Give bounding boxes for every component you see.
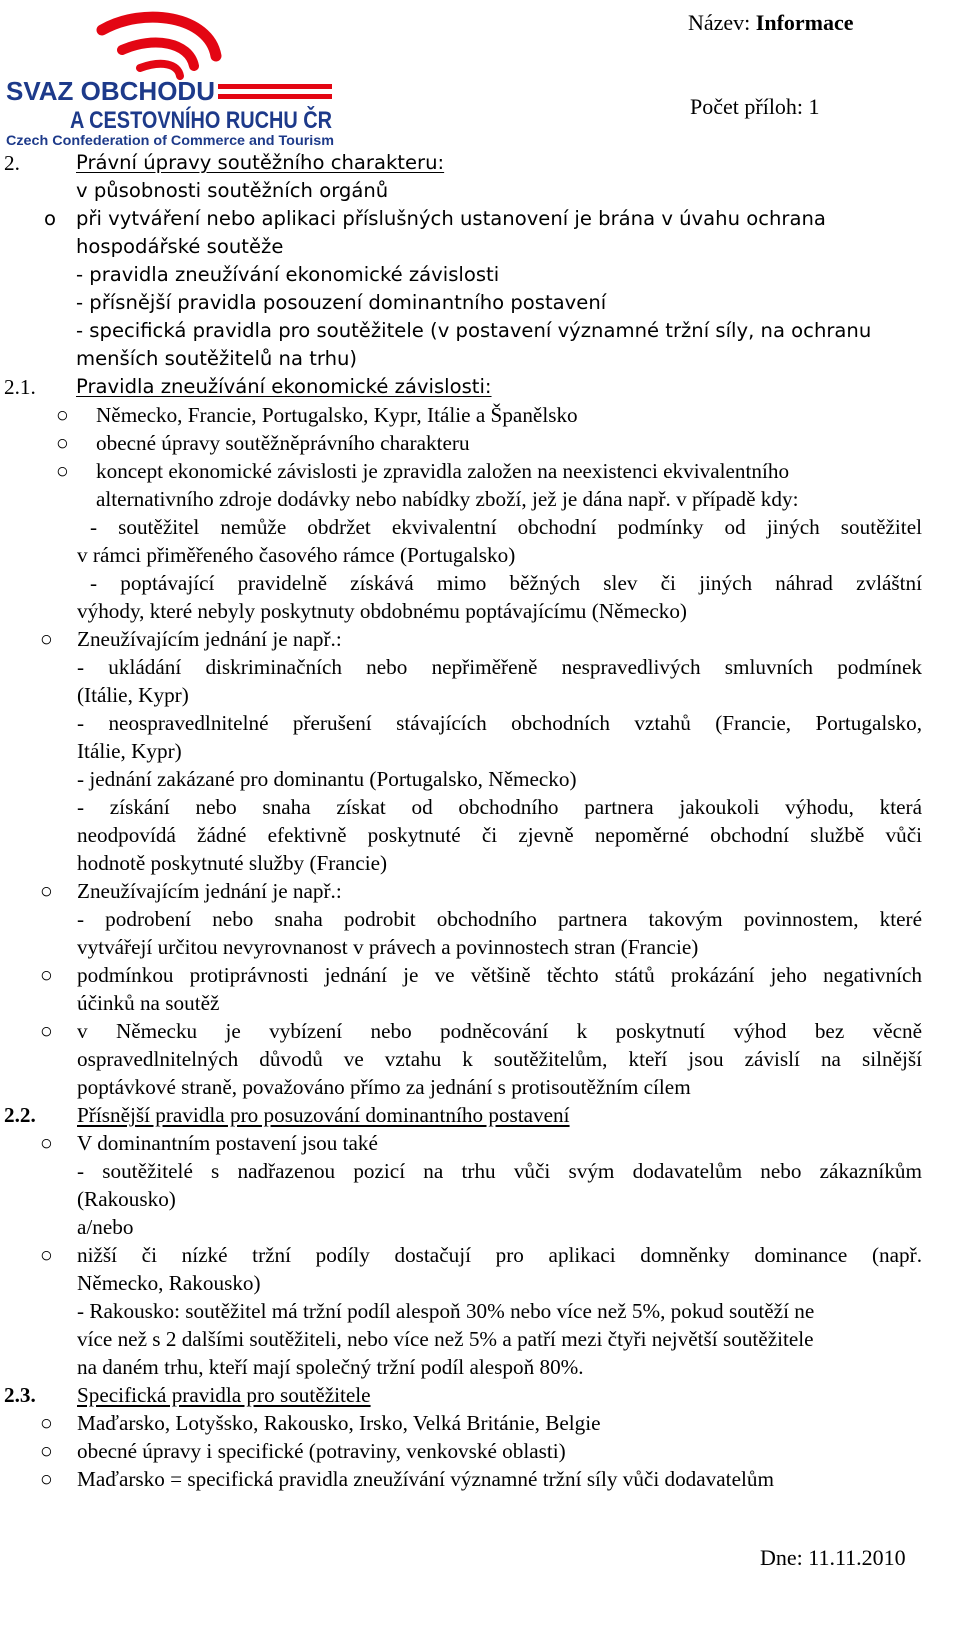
section-2-2-line: Německo, Rakousko) [77,1271,261,1295]
section-2-1-line: Německo, Francie, Portugalsko, Kypr, Itálie a Španělsko [96,403,578,427]
bullet-circle: ○ [40,879,53,903]
section-2-title: Právní úpravy soutěžního charakteru: [76,151,445,174]
section-2-1-line: - jednání zakázané pro dominantu (Portugalsko, Německo) [77,767,577,791]
bullet-circle: ○ [40,627,53,651]
section-2-1-line: - neospravedlnitelné přerušení stávajících obchodních vztahů (Francie, Portugalsko, [77,711,922,735]
section-2-1-line: obecné úpravy soutěžněprávního charakteru [96,431,470,455]
section-2-1-line: v rámci přiměřeného časového rámce (Portugalsko) [77,543,516,567]
section-2-2-line: (Rakousko) [77,1187,176,1211]
document-name [688,10,854,36]
section-2-1-line: koncept ekonomické závislosti je zpravidla založen na neexistenci ekvivalentního [96,459,790,483]
section-2-1-line: podmínkou protiprávnosti jednání je ve většině těchto států prokázání jeho negativních [77,963,922,987]
section-2-1-line: účinků na soutěž [77,991,220,1015]
section-2-2-number: 2.2. [4,1103,36,1127]
document-date: Dne: 11.11.2010 [760,1545,906,1570]
section-2-number: 2. [4,151,20,175]
section-2-2-line: - Rakousko: soutěžitel má tržní podíl alespoň 30% nebo více než 5%, pokud soutěží ne [77,1299,815,1323]
section-2-line: hospodářské soutěže [76,235,284,258]
section-2-line: - přísnější pravidla posouzení dominantního postavení [76,291,607,314]
section-2-1-line: v Německu je vybízení nebo podněcování k poskytnutí výhod bez věcně [77,1019,922,1043]
section-2-1-line: (Itálie, Kypr) [77,683,189,707]
section-2-1-line: - podrobení nebo snaha podrobit obchodního partnera takovým povinnostem, které [77,907,922,931]
section-2-1-line: vytvářejí určitou nevyrovnanost v právech a povinnostech stran (Francie) [77,935,699,959]
bullet-circle: ○ [56,459,69,483]
bullet-circle: ○ [40,1131,53,1155]
section-2-1-line: Zneužívajícím jednání je např.: [77,879,342,903]
section-2-1-line: neodpovídá žádné efektivně poskytnuté či zjevně nepoměrné obchodní službě vůči [77,823,922,847]
section-2-2-line: na daném trhu, kteří mají společný tržní podíl alespoň 80%. [77,1355,584,1379]
section-2-3-title: Specifická pravidla pro soutěžitele [77,1383,371,1407]
section-2-2-line: nižší či nízké tržní podíly dostačují pro aplikaci domněnky dominance (např. [77,1243,922,1267]
section-2-line: - specifická pravidla pro soutěžitele (v postavení významné tržní síly, na ochranu [76,319,872,342]
section-2-1-line: výhody, které nebyly poskytnuty obdobnému poptávajícímu (Německo) [77,599,687,623]
section-2-1-line: - soutěžitel nemůže obdržet ekvivalentní obchodní podmínky od jiných soutěžitel [90,515,922,539]
section-2-line: menších soutěžitelů na trhu) [76,347,358,370]
section-2-2-line: více než s 2 dalšími soutěžiteli, nebo více než 5% a patří mezi čtyři největší soutěžitele [77,1327,814,1351]
section-2-3-number: 2.3. [4,1383,36,1407]
bullet-circle: ○ [40,1439,53,1463]
bullet-circle: ○ [40,1019,53,1043]
bullet-circle: ○ [56,431,69,455]
logo-graphic [4,6,387,148]
bullet-circle: ○ [40,1467,53,1491]
section-2-2-title: Přísnější pravidla pro posuzování dominantního postavení [77,1103,570,1127]
section-2-line: v působnosti soutěžních orgánů [76,179,389,202]
logo-line2: A CESTOVNÍHO RUCHU ČR [70,107,387,134]
section-2-1-line: - poptávající pravidelně získává mimo běžných slev či jiných náhrad zvláštní [90,571,922,595]
section-2-3-line: Maďarsko = specifická pravidla zneužívání významné tržní síly vůči dodavatelům [77,1467,774,1491]
section-2-1-line: Zneužívajícím jednání je např.: [77,627,342,651]
section-2-1-line: alternativního zdroje dodávky nebo nabídky zboží, jež je dána např. v případě kdy: [96,487,799,511]
section-2-1-number: 2.1. [4,375,36,399]
bullet-circle: ○ [40,963,53,987]
company-logo [4,6,387,148]
section-2-1-line: poptávkové straně, považováno přímo za jednání s protisoutěžním cílem [77,1075,691,1099]
section-2-3-line: obecné úpravy i specifické (potraviny, venkovské oblasti) [77,1439,566,1463]
logo-line1: SVAZ OBCHODU [6,76,215,106]
bullet-circle: ○ [40,1243,53,1267]
section-2-1-title: Pravidla zneužívání ekonomické závislosti: [76,375,492,398]
section-2-1-line: - ukládání diskriminačních nebo nepřiměřeně nespravedlivých smluvních podmínek [77,655,922,679]
section-2-2-line: V dominantním postavení jsou také [77,1131,378,1155]
document-name-value: Informace [755,10,854,35]
section-2-2-line: a/nebo [77,1215,134,1239]
logo-line3: Czech Confederation of Commerce and Tourism [6,132,334,148]
section-2-line: při vytváření nebo aplikaci příslušných ustanovení je brána v úvahu ochrana [76,207,826,230]
section-2-line: - pravidla zneužívání ekonomické závislosti [76,263,500,286]
section-2-3-line: Maďarsko, Lotyšsko, Rakousko, Irsko, Velká Británie, Belgie [77,1411,601,1435]
section-2-1-line: Itálie, Kypr) [77,739,182,763]
section-2-2-line: - soutěžitelé s nadřazenou pozicí na trhu vůči svým dodavatelům nebo zákazníkům [77,1159,922,1183]
bullet-circle: ○ [56,403,69,427]
bullet-circle: ○ [40,1411,53,1435]
section-2-1-line: hodnotě poskytnuté služby (Francie) [77,851,388,875]
attachments-count: Počet příloh: 1 [690,94,820,119]
bullet-o: o [44,207,56,230]
section-2-1-line: - získání nebo snaha získat od obchodního partnera jakoukoli výhodu, která [77,795,922,819]
document-name-label: Název: [688,10,751,35]
section-2-1-line: ospravedlnitelných důvodů ve vztahu k soutěžitelům, kteří jsou závislí na silnější [77,1047,922,1071]
